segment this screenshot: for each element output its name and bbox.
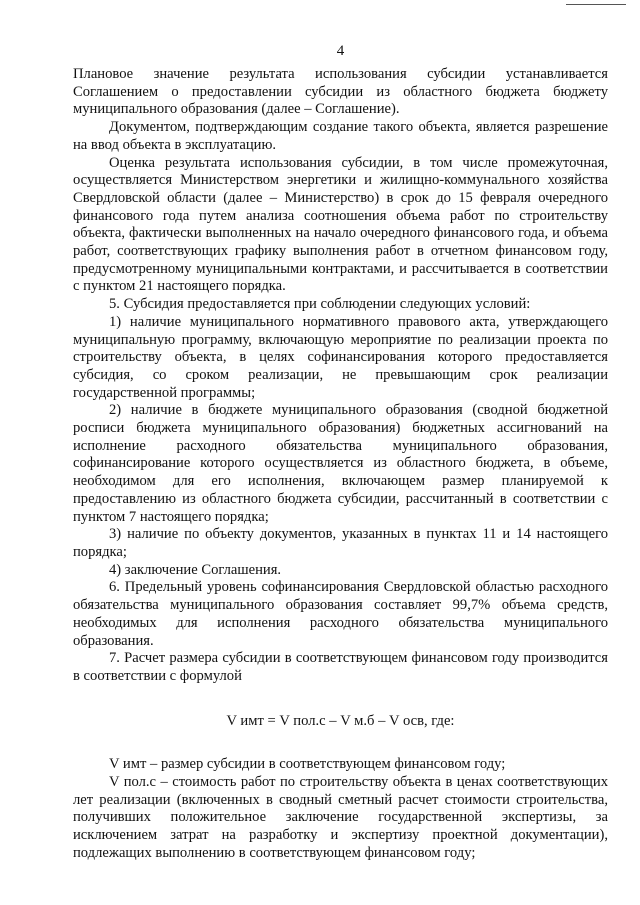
definition-v-imt: V имт – размер субсидии в соответствующем финансовом году; (109, 756, 506, 773)
paragraph-planned-value: Плановое значение результата использования субсидии устанавливается Соглашением о предоставлении субсидии из областного бюджета бюджету муниципального образования (далее – Соглашение). (73, 66, 608, 118)
definition-v-pol-s: V пол.с – стоимость работ по строительству объекта в ценах соответствующих лет реализации (включенных в сводный сметный расчет стоимости строительства, получивших положительное заключение государственной экспертизы, за исключением затрат на разработку и экспертизу проектной документации), подлежащих выполнению в соответствующем финансовом году; (73, 774, 608, 861)
paragraph-condition-2: 2) наличие в бюджете муниципального образования (сводной бюджетной росписи бюджета муниципального образования) бюджетных ассигнований на исполнение расходного обязательства муниципального образования, софинансирование которого осуществляется из областного бюджета, в объеме, необходимом для его исполнения, включающем размер планируемой к предоставлению из областного бюджета субсидии, рассчитанный в соответствии с пунктом 7 настоящего порядка; (73, 402, 608, 525)
document-page (73, 40, 608, 863)
paragraph-clause-6: 6. Предельный уровень софинансирования Свердловской областью расходного обязательства муниципального образования составляет 99,7% объема средств, необходимых для исполнения расходного обязательства муниципального образования. (73, 579, 608, 649)
paragraph-document-confirmation: Документом, подтверждающим создание такого объекта, является разрешение на ввод объекта в эксплуатацию. (73, 119, 608, 153)
header-rule (566, 4, 626, 5)
paragraph-result-evaluation: Оценка результата использования субсидии, в том числе промежуточная, осуществляется Министерством энергетики и жилищно-коммунального хозяйства Свердловской области (далее – Министерство) в срок до 15 февраля очередного финансового года путем анализа соотношения объема работ по строительству объекта, фактически выполненных на начало очередного финансового года, и объема работ, соответствующих графику выполнения работ в отчетном финансовом году, предусмотренному муниципальными контрактами, и рассчитывается в соответствии с пунктом 21 настоящего порядка. (73, 154, 608, 295)
paragraph-condition-1: 1) наличие муниципального нормативного правового акта, утверждающего муниципальную программу, включающую мероприятие по реализации проекта по строительству объекта, в целях софинансирования которого предоставляется субсидия, со сроком реализации, не превышающим срок реализации государственной программы; (73, 313, 608, 401)
paragraph-clause-5: 5. Субсидия предоставляется при соблюдении следующих условий: (109, 296, 531, 313)
subsidy-formula: V имт = V пол.с – V м.б – V осв, где: (226, 712, 455, 729)
page-number: 4 (336, 43, 345, 59)
paragraph-condition-3: 3) наличие по объекту документов, указанных в пунктах 11 и 14 настоящего порядка; (73, 526, 608, 560)
paragraph-condition-4: 4) заключение Соглашения. (109, 561, 282, 578)
paragraph-clause-7: 7. Расчет размера субсидии в соответствующем финансовом году производится в соответствии с формулой (73, 650, 608, 684)
